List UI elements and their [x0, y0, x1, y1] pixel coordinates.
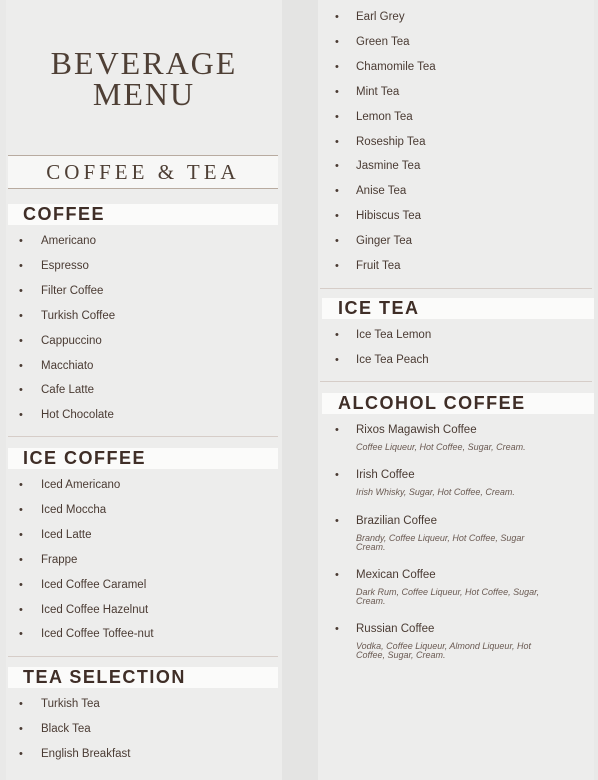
list-bullet: •	[335, 469, 339, 481]
section-title-coffee: COFFEE	[23, 204, 106, 224]
menu-item: Filter Coffee	[41, 284, 104, 297]
menu-item: Rixos Magawish Coffee	[356, 424, 477, 436]
section-title-alcohol-coffee: ALCOHOL COFFEE	[338, 393, 526, 413]
menu-item: Earl Grey	[356, 11, 405, 23]
list-bullet: •	[335, 11, 339, 23]
list-bullet: •	[335, 329, 339, 341]
list-bullet: •	[335, 260, 339, 272]
menu-item: Brazilian Coffee	[356, 515, 437, 527]
menu-item: Iced Latte	[41, 528, 92, 541]
menu-item: Anise Tea	[356, 185, 407, 198]
section-header-tea-selection	[8, 667, 278, 688]
list-bullet: •	[19, 747, 23, 760]
menu-title-line1: BEVERAGE	[50, 45, 238, 81]
menu-item: Frappe	[41, 553, 78, 566]
menu-item: Mint Tea	[356, 85, 400, 98]
menu-item: Espresso	[41, 259, 89, 272]
menu-item: Americano	[41, 235, 96, 247]
list-bullet: •	[19, 578, 23, 591]
menu-item: Turkish Tea	[41, 698, 100, 710]
list-bullet: •	[19, 334, 23, 347]
divider-tea-selection	[320, 288, 592, 289]
list-bullet: •	[335, 424, 339, 436]
list-bullet: •	[19, 503, 23, 516]
list-bullet: •	[335, 235, 339, 248]
menu-item: Iced Coffee Hazelnut	[41, 603, 149, 616]
menu-title-line2: MENU	[92, 76, 196, 112]
list-bullet: •	[335, 135, 339, 148]
list-bullet: •	[335, 210, 339, 223]
list-bullet: •	[19, 528, 23, 541]
menu-item-description: Brandy, Coffee Liqueur, Hot Coffee, Sugar Cream.	[356, 533, 525, 552]
section-header-ice-tea	[322, 298, 594, 319]
list-bullet: •	[335, 35, 339, 48]
menu-item: Hot Chocolate	[41, 409, 114, 422]
menu-item: Ice Tea Lemon	[356, 329, 432, 341]
list-bullet: •	[335, 110, 339, 123]
coffee-tea-banner-text: COFFEE & TEA	[46, 160, 240, 184]
menu-item: Mexican Coffee	[356, 569, 436, 581]
list-bullet: •	[335, 160, 339, 173]
menu-item: Jasmine Tea	[356, 160, 421, 173]
list-bullet: •	[19, 235, 23, 247]
section-header-coffee	[8, 204, 278, 225]
list-bullet: •	[335, 569, 339, 581]
section-title-ice-coffee: ICE COFFEE	[23, 448, 147, 468]
menu-item: English Breakfast	[41, 747, 131, 760]
panel-gutter	[282, 0, 318, 780]
list-bullet: •	[335, 85, 339, 98]
menu-item: Irish Coffee	[356, 469, 415, 481]
menu-item: Cafe Latte	[41, 384, 95, 397]
list-bullet: •	[19, 359, 23, 372]
list-bullet: •	[335, 515, 339, 527]
list-bullet: •	[19, 479, 23, 491]
list-bullet: •	[335, 185, 339, 198]
section-title-tea-selection: TEA SELECTION	[23, 667, 186, 687]
menu-item-description: Dark Rum, Coffee Liqueur, Hot Coffee, Sugar, Cream.	[356, 587, 540, 606]
menu-item: Lemon Tea	[356, 110, 413, 123]
list-bullet: •	[19, 409, 23, 422]
menu-item: Fruit Tea	[356, 260, 401, 272]
menu-item: Iced Coffee Caramel	[41, 578, 147, 591]
menu-item: Green Tea	[356, 35, 410, 48]
list-bullet: •	[19, 259, 23, 272]
coffee-tea-banner	[8, 155, 278, 189]
menu-item: Russian Coffee	[356, 623, 435, 635]
menu-item: Turkish Coffee	[41, 309, 116, 322]
list-bullet: •	[19, 603, 23, 616]
menu-item: Iced Moccha	[41, 503, 107, 516]
list-bullet: •	[19, 628, 23, 641]
menu-item: Iced Coffee Toffee-nut	[41, 628, 154, 641]
list-bullet: •	[19, 698, 23, 710]
list-bullet: •	[19, 553, 23, 566]
menu-item: Iced Americano	[41, 479, 121, 491]
list-bullet: •	[19, 722, 23, 735]
menu-title	[6, 45, 282, 112]
menu-item: Macchiato	[41, 359, 94, 372]
list-bullet: •	[19, 309, 23, 322]
list-bullet: •	[335, 60, 339, 73]
menu-item: Black Tea	[41, 722, 91, 735]
section-header-ice-coffee	[8, 448, 278, 469]
divider-ice-coffee	[8, 656, 278, 657]
menu-item-description: Coffee Liqueur, Hot Coffee, Sugar, Cream.	[356, 442, 526, 452]
menu-item: Ginger Tea	[356, 235, 413, 248]
section-title-ice-tea: ICE TEA	[338, 298, 420, 318]
list-bullet: •	[19, 284, 23, 297]
divider-ice-tea	[320, 381, 592, 382]
menu-item: Hibiscus Tea	[356, 210, 421, 223]
menu-item: Roseship Tea	[356, 135, 426, 148]
menu-item: Ice Tea Peach	[356, 353, 429, 366]
section-header-alcohol-coffee	[322, 393, 594, 414]
list-bullet: •	[335, 623, 339, 635]
menu-item-description: Vodka, Coffee Liqueur, Almond Liqueur, Hot Coffee, Sugar, Cream.	[356, 641, 531, 660]
list-bullet: •	[335, 353, 339, 366]
menu-item-description: Irish Whisky, Sugar, Hot Coffee, Cream.	[356, 487, 515, 497]
menu-item: Cappuccino	[41, 334, 102, 347]
divider-coffee	[8, 436, 278, 437]
list-bullet: •	[19, 384, 23, 397]
menu-item: Chamomile Tea	[356, 60, 436, 73]
